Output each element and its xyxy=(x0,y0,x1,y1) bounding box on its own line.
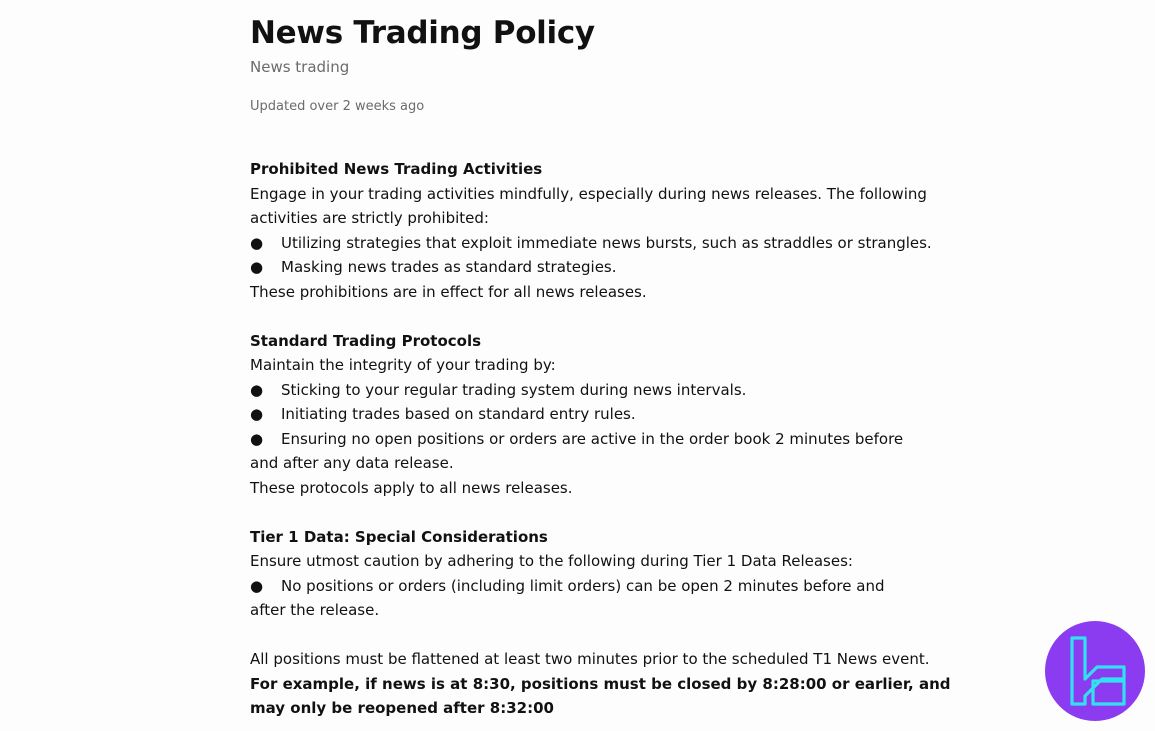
list-item-continuation: and after any data release. xyxy=(250,454,454,472)
paragraph: These protocols apply to all news releases. xyxy=(250,478,573,497)
list-item-text: Masking news trades as standard strategies. xyxy=(281,258,617,276)
list-item xyxy=(250,255,890,280)
spacer xyxy=(250,500,890,525)
page-title: News Trading Policy xyxy=(250,15,595,51)
list-item-text: Sticking to your regular trading system during news intervals. xyxy=(281,380,747,399)
article-body xyxy=(250,157,951,721)
spacer xyxy=(250,304,890,329)
paragraph: All positions must be flattened at least two minutes prior to the scheduled T1 News event. xyxy=(250,650,930,668)
list-item-text: No positions or orders (including limit orders) can be open 2 minutes before and xyxy=(281,576,885,595)
updated-timestamp: Updated over 2 weeks ago xyxy=(250,99,425,114)
list-item xyxy=(250,427,904,452)
example-text: For example, if news is at 8:30, positions must be closed by 8:28:00 or earlier, and xyxy=(250,674,951,693)
brand-logo-icon xyxy=(1045,621,1145,721)
bullet-icon: ● xyxy=(250,429,264,448)
section-heading-standard: Standard Trading Protocols xyxy=(250,331,482,350)
bullet-icon: ● xyxy=(250,405,264,423)
list-item-text: Utilizing strategies that exploit immediate news bursts, such as straddles or strangles. xyxy=(281,233,932,252)
bullet-icon: ● xyxy=(250,380,264,399)
spacer xyxy=(250,623,890,648)
list-item xyxy=(250,402,890,427)
list-item xyxy=(250,574,890,599)
page-subtitle: News trading xyxy=(250,58,350,76)
paragraph: activities are strictly prohibited: xyxy=(250,209,489,227)
bullet-icon: ● xyxy=(250,258,264,276)
bullet-icon: ● xyxy=(250,576,264,595)
list-item-text: Ensuring no open positions or orders are active in the order book 2 minutes before xyxy=(281,429,904,448)
section-heading-prohibited: Prohibited News Trading Activities xyxy=(250,160,543,178)
list-item-continuation: after the release. xyxy=(250,601,380,619)
bullet-icon: ● xyxy=(250,233,264,252)
paragraph: Maintain the integrity of your trading by: xyxy=(250,356,556,374)
section-heading-tier1: Tier 1 Data: Special Considerations xyxy=(250,527,548,546)
paragraph: These prohibitions are in effect for all news releases. xyxy=(250,282,647,301)
brand-logo[interactable] xyxy=(1045,621,1145,721)
list-item xyxy=(250,231,932,256)
paragraph: Engage in your trading activities mindfully, especially during news releases. The following xyxy=(250,184,927,203)
list-item xyxy=(250,378,890,403)
list-item-text: Initiating trades based on standard entry rules. xyxy=(281,405,636,423)
paragraph: Ensure utmost caution by adhering to the following during Tier 1 Data Releases: xyxy=(250,552,853,570)
example-text: may only be reopened after 8:32:00 xyxy=(250,699,554,717)
